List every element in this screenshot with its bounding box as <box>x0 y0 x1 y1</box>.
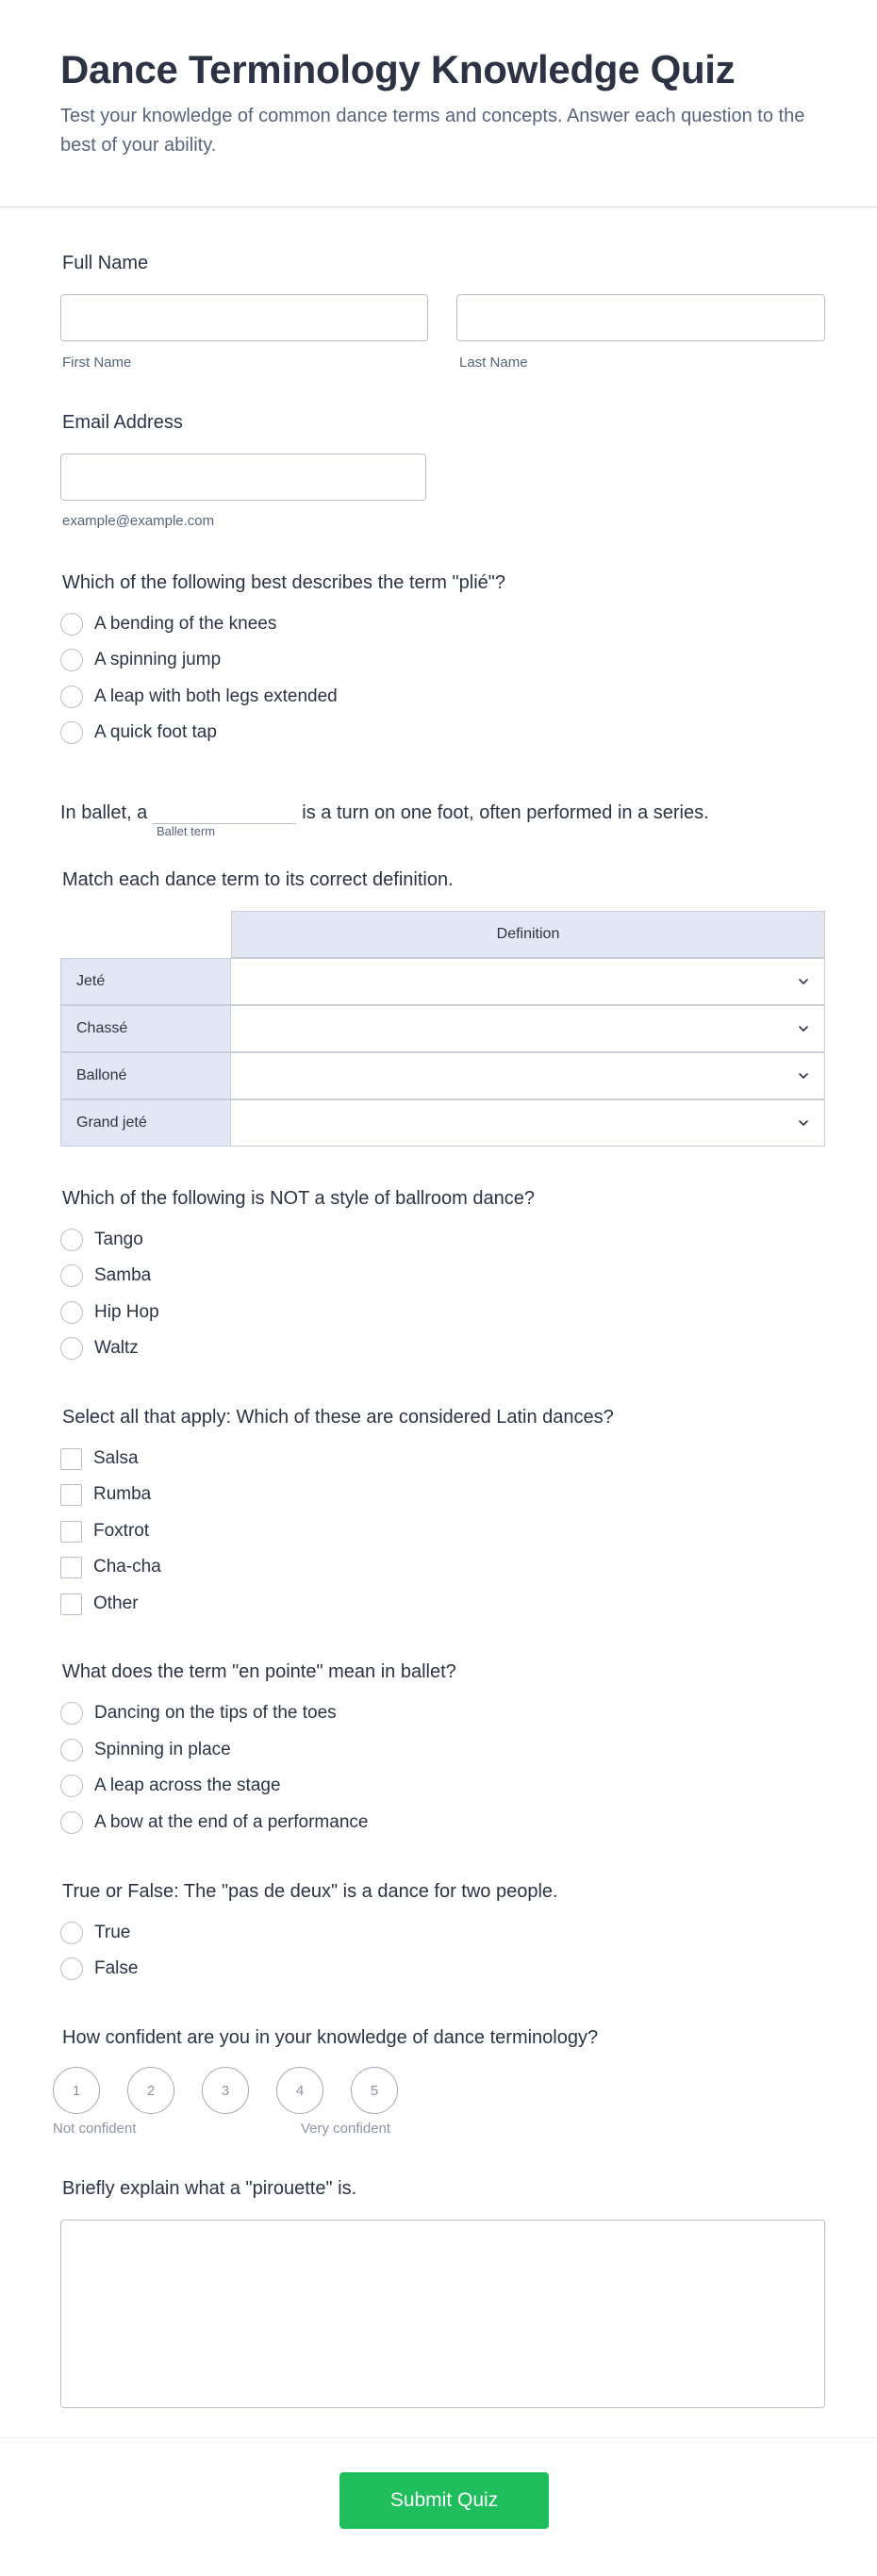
option-label: Cha-cha <box>93 1557 161 1577</box>
option-label: Foxtrot <box>93 1521 150 1541</box>
matrix-row-label: Balloné <box>60 1052 231 1099</box>
first-name-caption: First Name <box>62 355 132 371</box>
plie-option[interactable] <box>60 684 338 710</box>
checkbox[interactable] <box>60 1593 82 1615</box>
matrix-dropdown[interactable] <box>231 958 825 1005</box>
last-name-input[interactable] <box>456 294 825 341</box>
matrix-dropdown[interactable] <box>231 1052 825 1099</box>
matrix-dropdown[interactable] <box>231 1099 825 1147</box>
fill-blank-input[interactable] <box>153 798 296 824</box>
email-caption: example@example.com <box>62 513 215 529</box>
option-label: Tango <box>94 1230 143 1249</box>
ballroom-option[interactable] <box>60 1227 143 1253</box>
pointe-option[interactable] <box>60 1773 281 1799</box>
radio-button[interactable] <box>60 1301 83 1324</box>
plie-option[interactable] <box>60 611 276 637</box>
latin-option[interactable] <box>60 1591 139 1617</box>
latin-option[interactable] <box>60 1445 139 1472</box>
radio-button[interactable] <box>60 1337 83 1360</box>
matrix-row-label: Jeté <box>60 958 231 1005</box>
chevron-down-icon <box>794 972 813 991</box>
option-label: Samba <box>94 1265 152 1285</box>
radio-button[interactable] <box>60 1922 83 1944</box>
latin-option[interactable] <box>60 1554 161 1580</box>
radio-button[interactable] <box>60 1229 83 1251</box>
pointe-option[interactable] <box>60 1809 368 1836</box>
ballroom-option[interactable] <box>60 1299 159 1326</box>
pirouette-textarea[interactable] <box>60 2220 825 2408</box>
checkbox[interactable] <box>60 1557 82 1578</box>
radio-button[interactable] <box>60 1811 83 1834</box>
option-label: Rumba <box>93 1484 152 1504</box>
submit-button[interactable]: Submit Quiz <box>339 2472 549 2529</box>
option-label: Spinning in place <box>94 1740 231 1759</box>
plie-option[interactable] <box>60 719 217 746</box>
radio-button[interactable] <box>60 613 83 636</box>
matrix-row-label: Grand jeté <box>60 1099 231 1147</box>
radio-button[interactable] <box>60 1775 83 1797</box>
chevron-down-icon <box>794 1019 813 1038</box>
scale-option-5[interactable]: 5 <box>351 2067 398 2114</box>
scale-option-3[interactable]: 3 <box>202 2067 249 2114</box>
option-label: A spinning jump <box>94 650 222 669</box>
scale-option-1[interactable]: 1 <box>53 2067 100 2114</box>
matrix-column-header: Definition <box>231 911 825 958</box>
chevron-down-icon <box>794 1066 813 1085</box>
fill-blank-hint: Ballet term <box>157 824 216 838</box>
form-title: Dance Terminology Knowledge Quiz <box>60 47 736 91</box>
email-label: Email Address <box>62 412 183 433</box>
radio-button[interactable] <box>60 685 83 708</box>
latin-question: Select all that apply: Which of these are considered Latin dances? <box>62 1407 614 1428</box>
option-label: Hip Hop <box>94 1302 159 1322</box>
scale-min-caption: Not confident <box>53 2121 137 2137</box>
option-label: True <box>94 1923 131 1942</box>
pirouette-question: Briefly explain what a "pirouette" is. <box>62 2178 357 2199</box>
latin-option[interactable] <box>60 1518 149 1544</box>
option-label: A quick foot tap <box>94 722 217 742</box>
full-name-label: Full Name <box>62 253 149 273</box>
plie-question: Which of the following best describes the term "plié"? <box>62 572 505 593</box>
ballroom-option[interactable] <box>60 1263 151 1289</box>
chevron-down-icon <box>794 1114 813 1132</box>
form-header <box>0 0 877 207</box>
option-label: Other <box>93 1593 139 1613</box>
fill-blank-before: In ballet, a <box>60 802 148 823</box>
scale-max-caption: Very confident <box>301 2121 391 2137</box>
matching-question: Match each dance term to its correct definition. <box>62 869 454 890</box>
pointe-option[interactable] <box>60 1700 337 1726</box>
checkbox[interactable] <box>60 1484 82 1506</box>
radio-button[interactable] <box>60 721 83 744</box>
scale-option-2[interactable]: 2 <box>127 2067 174 2114</box>
ballroom-question: Which of the following is NOT a style of ballroom dance? <box>62 1188 535 1209</box>
latin-option[interactable] <box>60 1481 151 1508</box>
email-input[interactable] <box>60 454 426 501</box>
scale-option-4[interactable]: 4 <box>276 2067 323 2114</box>
option-label: A leap across the stage <box>94 1775 281 1795</box>
radio-button[interactable] <box>60 1739 83 1761</box>
checkbox[interactable] <box>60 1448 82 1470</box>
pasdedeux-option[interactable] <box>60 1920 130 1946</box>
option-label: Dancing on the tips of the toes <box>94 1703 337 1723</box>
matrix-dropdown[interactable] <box>231 1005 825 1052</box>
ballroom-option[interactable] <box>60 1335 139 1362</box>
pointe-option[interactable] <box>60 1737 231 1763</box>
matrix-row-label: Chassé <box>60 1005 231 1052</box>
checkbox[interactable] <box>60 1521 82 1543</box>
pasdedeux-option[interactable] <box>60 1956 138 1982</box>
radio-button[interactable] <box>60 1957 83 1980</box>
confidence-question: How confident are you in your knowledge of dance terminology? <box>62 2027 599 2048</box>
option-label: False <box>94 1958 139 1978</box>
last-name-caption: Last Name <box>459 355 528 371</box>
form-subtitle: Test your knowledge of common dance terms and concepts. Answer each question to the best of your ability. <box>60 106 805 156</box>
pasdedeux-question: True or False: The "pas de deux" is a dance for two people. <box>62 1881 558 1902</box>
radio-button[interactable] <box>60 1264 83 1287</box>
option-label: Salsa <box>93 1448 139 1468</box>
radio-button[interactable] <box>60 1702 83 1725</box>
option-label: A bending of the knees <box>94 614 277 634</box>
option-label: A bow at the end of a performance <box>94 1812 369 1832</box>
pointe-question: What does the term "en pointe" mean in ballet? <box>62 1661 456 1682</box>
plie-option[interactable] <box>60 647 221 673</box>
radio-button[interactable] <box>60 649 83 671</box>
first-name-input[interactable] <box>60 294 428 341</box>
fill-blank-sentence <box>60 798 709 824</box>
fill-blank-after: is a turn on one foot, often performed in a series. <box>302 802 709 823</box>
option-label: Waltz <box>94 1338 139 1358</box>
option-label: A leap with both legs extended <box>94 686 338 706</box>
